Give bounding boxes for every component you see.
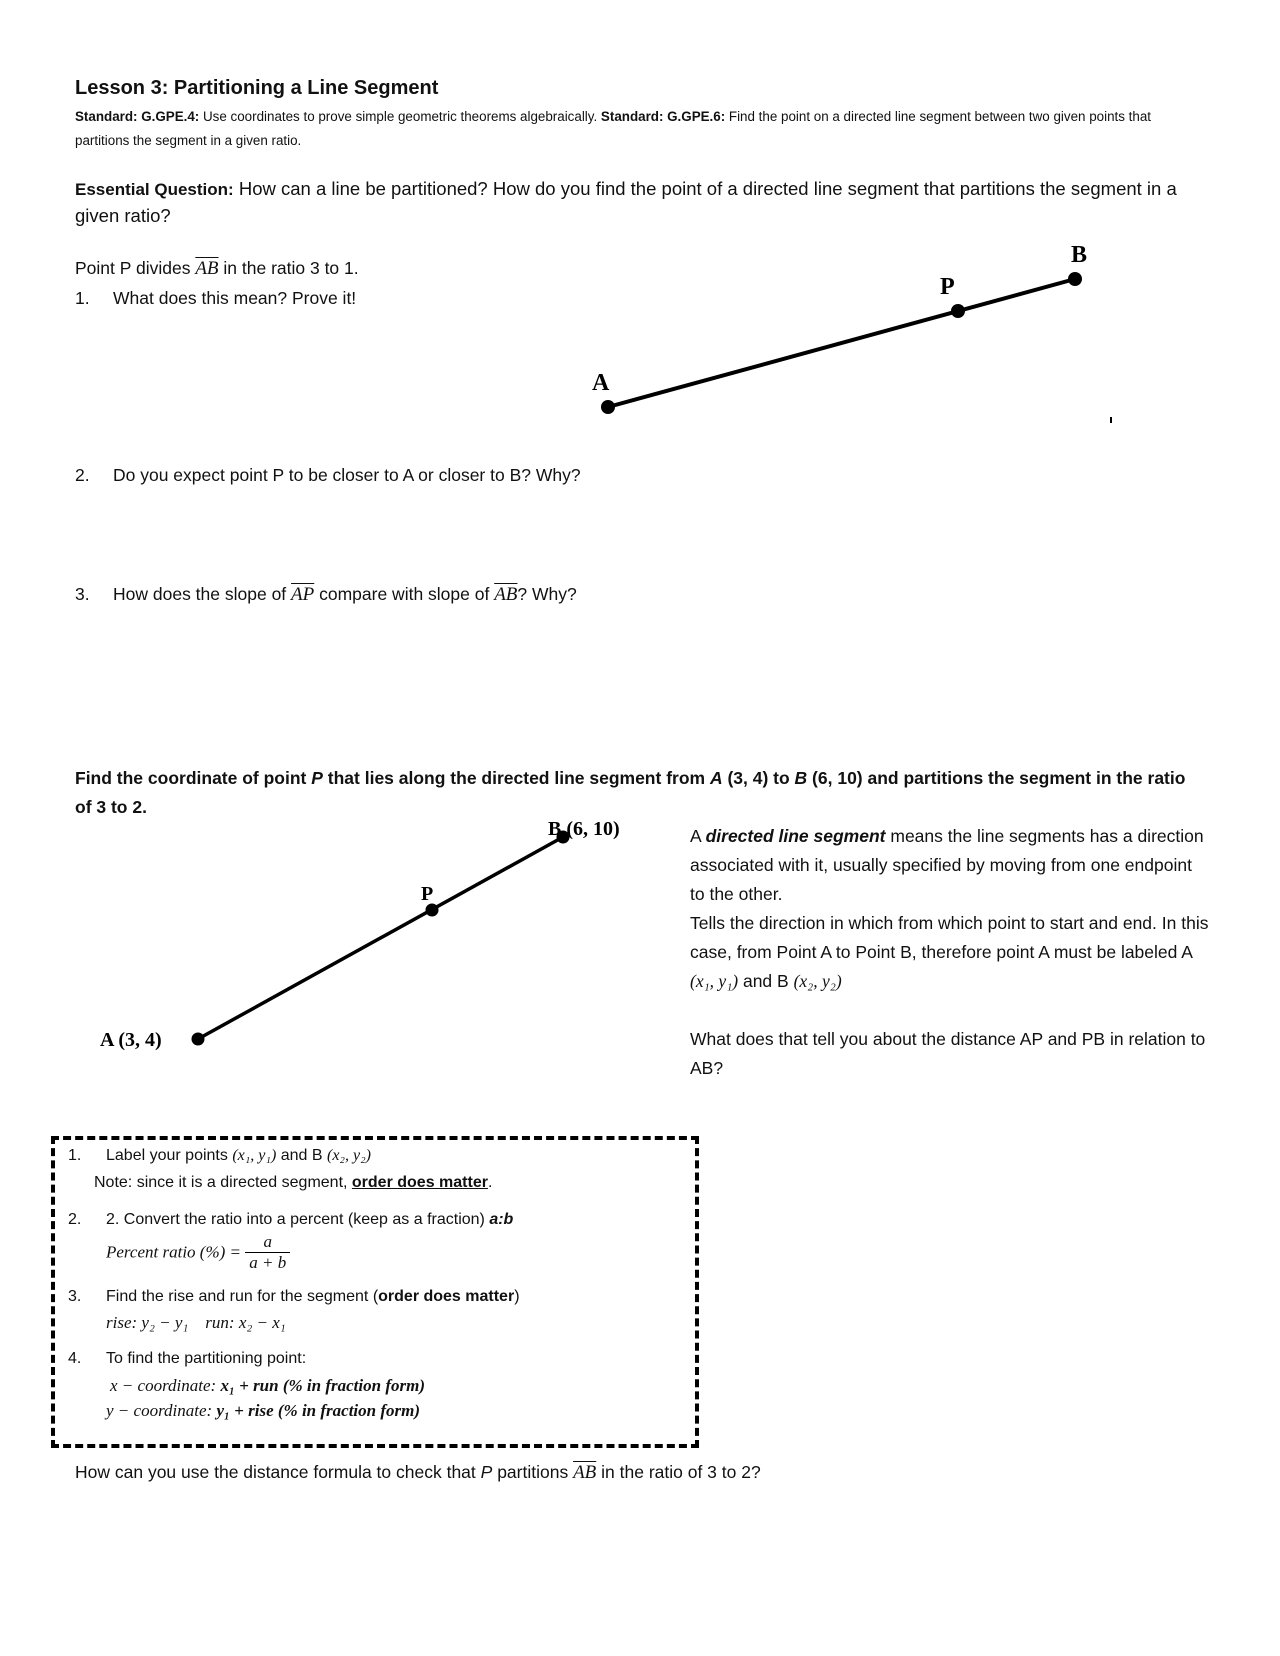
lesson-title: Lesson 3: Partitioning a Line Segment — [75, 77, 439, 99]
def-text: means the line segments has a direction associated with it, usually specified by moving from one endpoint to the other. — [690, 826, 1204, 904]
intro-prefix: Point P divides — [75, 258, 196, 278]
question-text: Do you expect point P to be closer to A or closer to B? Why? — [113, 465, 581, 485]
closing-text: partitions — [492, 1462, 574, 1482]
step-text: Find the rise and run for the segment ( — [106, 1288, 379, 1305]
label-p: P — [940, 274, 955, 300]
question-number: 1. — [75, 288, 90, 308]
point-b-dot — [1068, 272, 1082, 286]
diagram-directed-segment — [0, 820, 680, 1080]
question-text: How does the slope of — [113, 584, 292, 604]
step-1-note — [94, 1174, 492, 1192]
diagram-ratio-3-1 — [0, 0, 1280, 440]
formula-tail: (% in fraction form) — [273, 1401, 421, 1420]
step-text: To find the partitioning point: — [106, 1350, 307, 1367]
point-a-dot — [601, 400, 615, 414]
fraction — [245, 1232, 290, 1273]
formula-label: y − coordinate: — [106, 1401, 217, 1420]
step-1 — [68, 1147, 371, 1165]
label-p: P — [421, 883, 434, 905]
directed-segment-definition — [690, 822, 1210, 996]
question-number: 3. — [75, 584, 90, 604]
prompt-p: P — [311, 768, 323, 788]
note-text: Note: since it is a directed segment, — [94, 1174, 352, 1191]
segment-ab: $\overline{AB}$ — [195, 258, 219, 279]
closing-text: in the ratio of 3 to 2? — [596, 1462, 761, 1482]
formula-label: Percent ratio (%) = — [106, 1242, 246, 1262]
rise-run-formula: rise: y₂ − y₁ run: x₂ − x₁ — [106, 1313, 286, 1332]
question-2 — [75, 465, 581, 486]
step-4 — [68, 1350, 306, 1368]
step-text: and B — [276, 1147, 327, 1164]
standard2-label: Standard: G.GPE.6: — [600, 109, 726, 124]
segment-ap: $\overline{AP}$ — [291, 584, 315, 605]
prompt-text: Find the coordinate of point — [75, 768, 312, 788]
label-b: B (6, 10) — [548, 820, 620, 840]
note-emphasis: order does matter — [351, 1174, 488, 1191]
note-text: . — [487, 1174, 493, 1191]
distance-followup-question: What does that tell you about the distance AP and PB in relation to AB? — [690, 1029, 1206, 1078]
question-text: What does this mean? Prove it! — [113, 288, 357, 308]
step-3 — [68, 1288, 520, 1306]
segment-ab: $\overline{AB}$ — [573, 1462, 597, 1483]
stray-mark — [1110, 417, 1112, 423]
point-p-dot — [426, 904, 439, 917]
def-term: directed line segment — [705, 826, 886, 846]
intro-suffix: in the ratio 3 to 1. — [218, 258, 359, 278]
prompt-text: (3, 4) to — [722, 768, 795, 788]
label-b: B — [1071, 242, 1088, 268]
label-a: A — [592, 370, 610, 396]
step-number: 1. — [68, 1147, 82, 1164]
formula-label: x − coordinate: — [110, 1376, 221, 1395]
standard1-label: Standard: G.GPE.4: — [75, 109, 200, 124]
x-coordinate-formula — [110, 1376, 425, 1396]
point-2-coords: (x₂, y₂) — [327, 1147, 371, 1164]
percent-ratio-formula — [106, 1232, 290, 1273]
formula-tail: (% in fraction form) — [278, 1376, 425, 1395]
standard1-text: Use coordinates to prove simple geometric theorems algebraically. — [199, 109, 601, 124]
closing-question — [75, 1462, 761, 1484]
formula-expression: y₁ + rise — [216, 1401, 274, 1420]
label-a: A (3, 4) — [100, 1029, 162, 1051]
ratio-ab: a:b — [489, 1211, 514, 1228]
step-emphasis: order does matter — [378, 1288, 515, 1305]
denominator: a + b — [249, 1253, 287, 1272]
numerator: a — [245, 1232, 290, 1253]
step-number: 4. — [68, 1350, 82, 1367]
step-number: 2. — [68, 1211, 82, 1228]
formula-expression: x₁ + run — [220, 1376, 279, 1395]
point-a-dot — [192, 1033, 205, 1046]
segment-ab: $\overline{AB}$ — [494, 584, 518, 605]
closing-p: P — [480, 1462, 493, 1482]
segment-line — [198, 837, 563, 1039]
question-text: ? Why? — [517, 584, 577, 604]
step-2 — [68, 1211, 513, 1229]
essential-question-label: Essential Question: — [75, 180, 234, 199]
point-p-dot — [951, 304, 965, 318]
def-text: Tells the direction in which from which point to start and end. In this case, from Point A to Point B, therefore point A must be labeled A — [690, 913, 1209, 962]
essential-question-text: How can a line be partitioned? How do you find the point of a directed line segment that partitions the segment in a given ratio? — [75, 178, 1177, 226]
prompt-text: (6, 10) and partitions the segment in the ratio of 3 to 2. — [75, 768, 1186, 817]
question-number: 2. — [75, 465, 90, 485]
prompt-text: that lies along the directed line segment from — [322, 768, 710, 788]
point-b-coords: (x₂, y₂) — [793, 971, 842, 991]
segment-line — [608, 279, 1075, 407]
def-text: and B — [738, 971, 794, 991]
step-number: 3. — [68, 1288, 82, 1305]
prompt-a: A — [709, 768, 723, 788]
question-3 — [75, 584, 577, 606]
standard2-text: Find the point on a directed line segment between two given points that partitions the segment in a given ratio. — [75, 109, 1151, 148]
y-coordinate-formula — [106, 1401, 420, 1421]
step-text: 2. Convert the ratio into a percent (keep as a fraction) — [106, 1211, 490, 1228]
step-text: ) — [514, 1288, 520, 1305]
step-text: Label your points — [106, 1147, 233, 1164]
prompt-b: B — [794, 768, 808, 788]
point-a-coords: (x₁, y₁) — [690, 971, 739, 991]
point-1-coords: (x₁, y₁) — [232, 1147, 277, 1164]
closing-text: How can you use the distance formula to check that — [75, 1462, 481, 1482]
find-point-prompt — [75, 764, 1205, 822]
question-text: compare with slope of — [314, 584, 495, 604]
def-text: A — [690, 826, 706, 846]
